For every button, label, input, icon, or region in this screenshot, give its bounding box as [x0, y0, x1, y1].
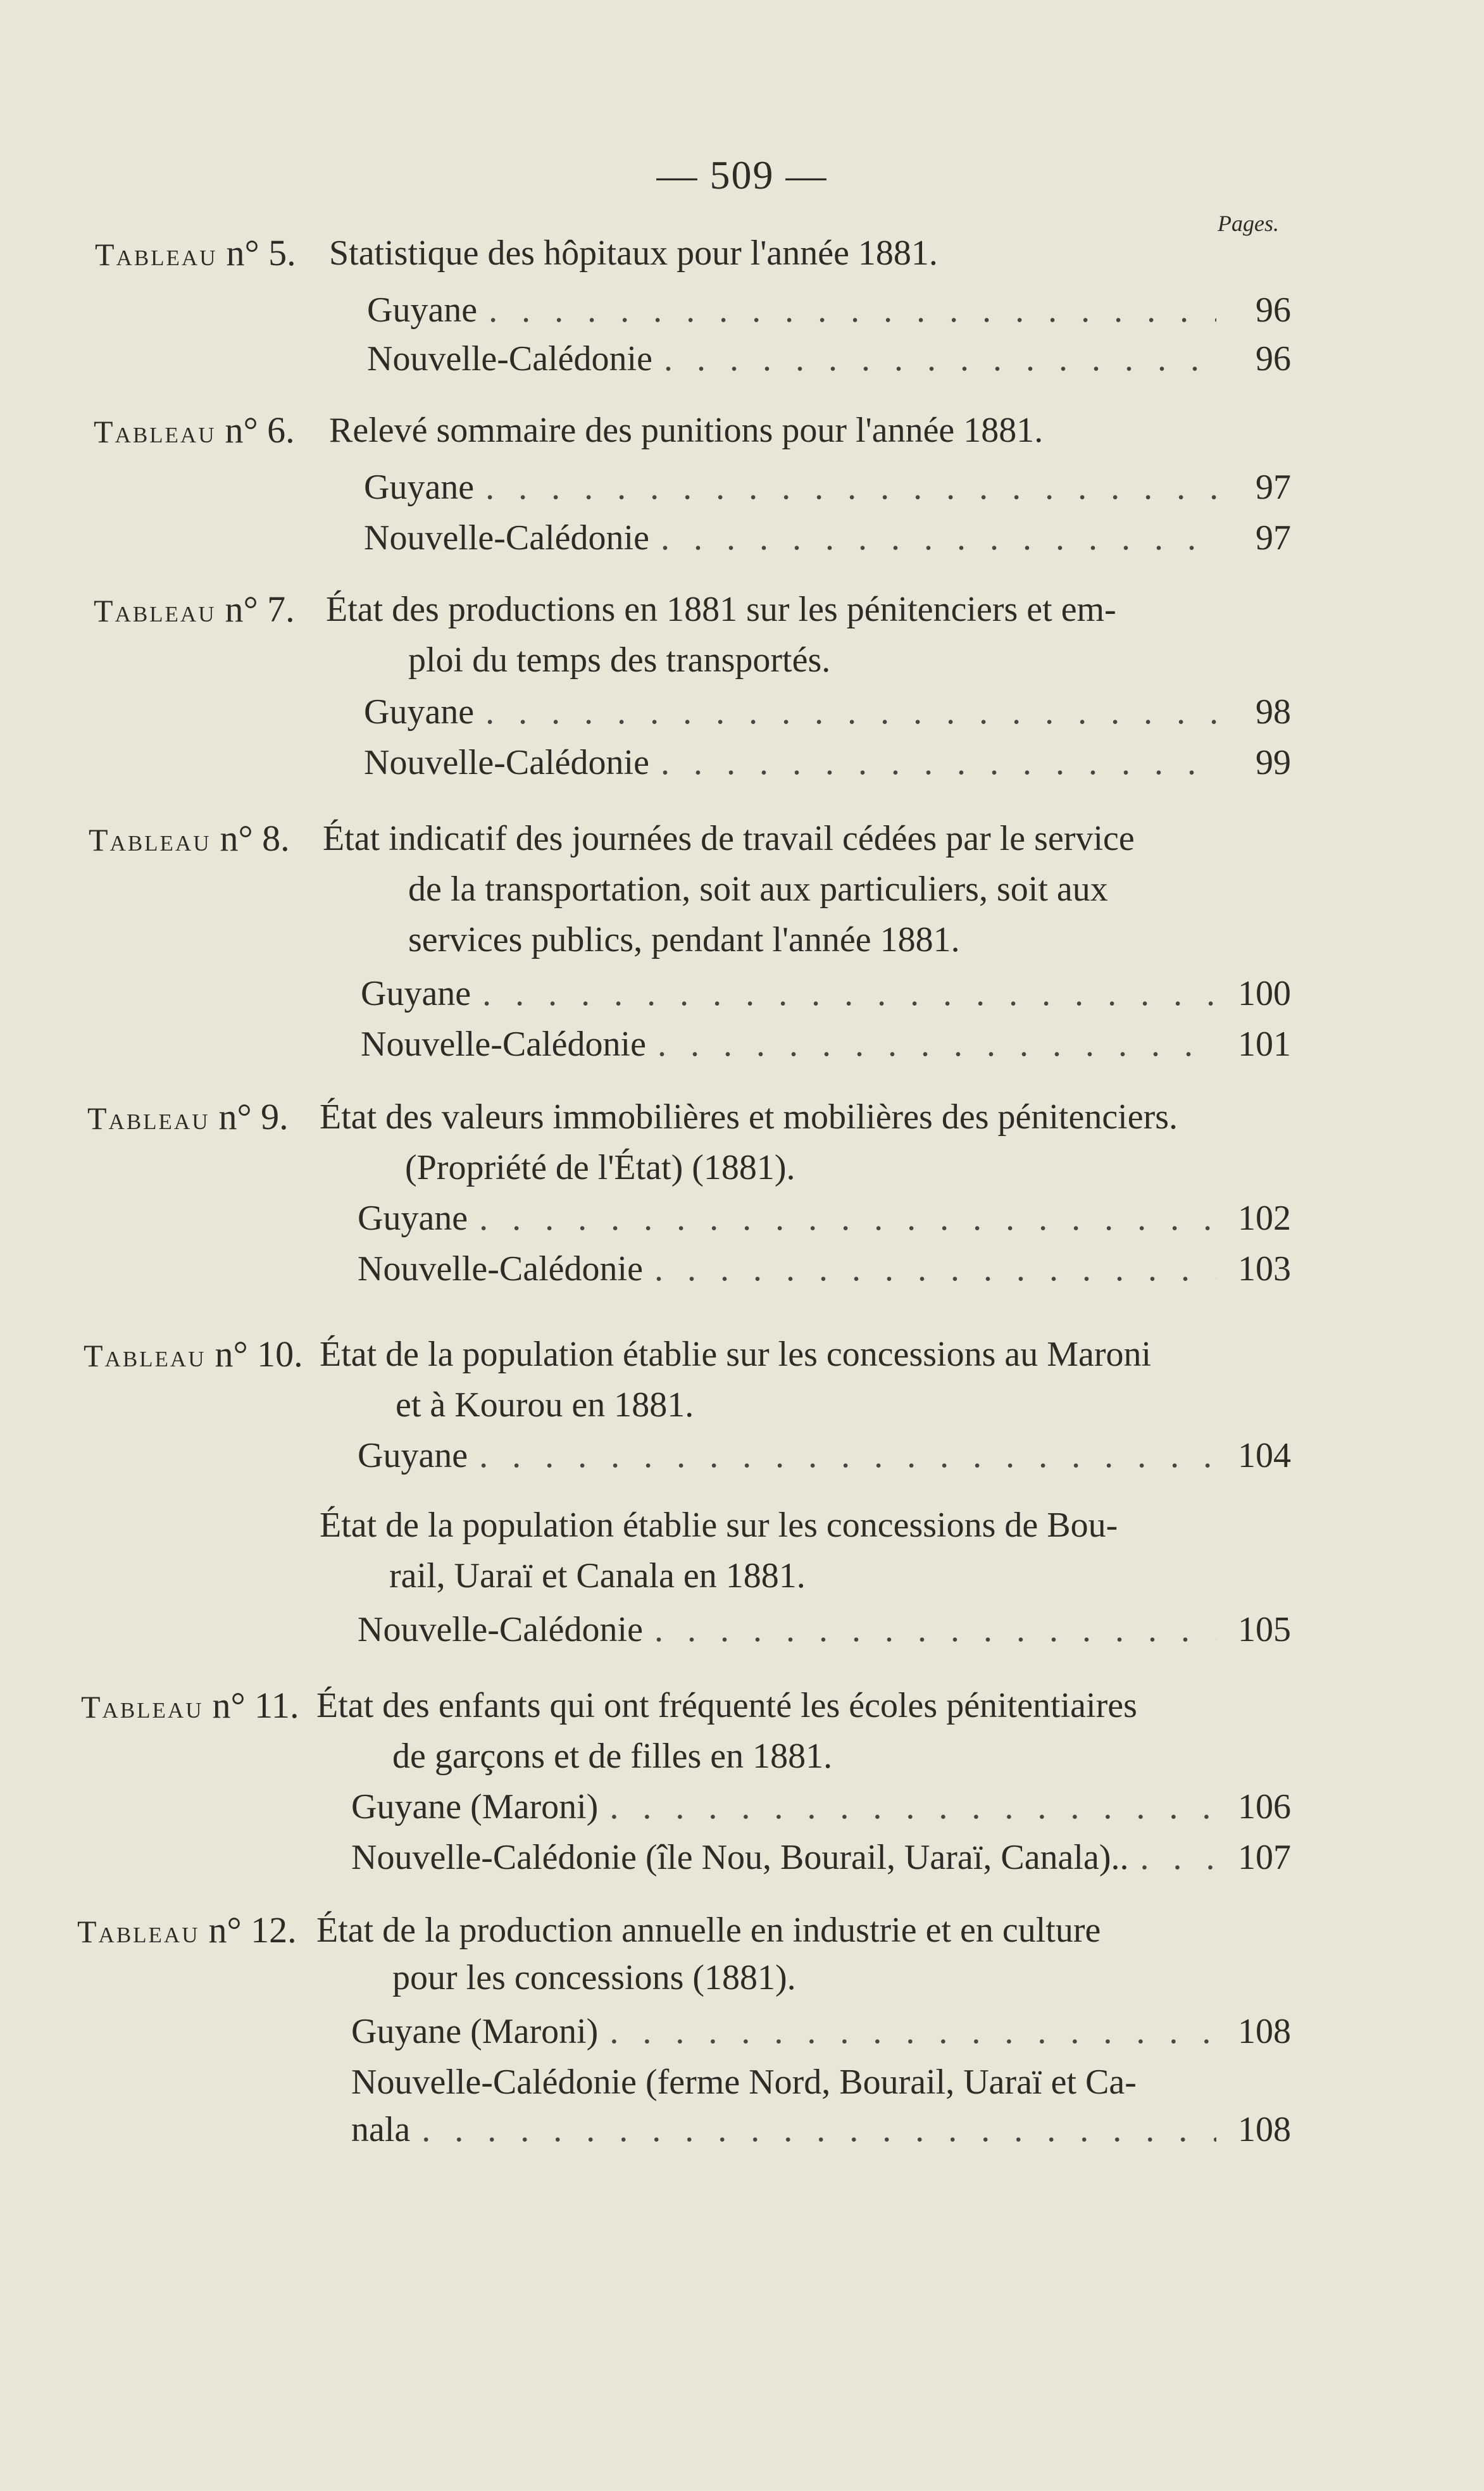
- toc-entry: [358, 1240, 1291, 1297]
- entry-page-number: 103: [1238, 1249, 1291, 1289]
- table-heading: [94, 581, 301, 638]
- table-title-line: État de la population établie sur les concessions au Maroni: [320, 1335, 1152, 1374]
- entry-place: Guyane: [367, 290, 478, 330]
- entry-place: Nouvelle-Calédonie (ferme Nord, Bourail, Uaraï et Ca-: [351, 2063, 1137, 2102]
- table-title-line: État indicatif des journées de travail cédées par le service: [323, 819, 1135, 858]
- table-label: Tableau: [84, 1338, 206, 1373]
- table-label: Tableau: [81, 1689, 204, 1725]
- table-heading: [95, 225, 302, 282]
- toc-entry: [364, 734, 1291, 791]
- table-subtitle-line: État de la population établie sur les concessions de Bou-: [320, 1506, 1118, 1545]
- entry-page-number: 99: [1256, 743, 1291, 782]
- entry-page-number: 107: [1238, 1838, 1291, 1877]
- table-number: n° 6.: [225, 409, 295, 451]
- entry-page-number: 108: [1238, 2012, 1291, 2051]
- table-number: n° 7.: [225, 589, 295, 630]
- toc-entry: [364, 459, 1291, 516]
- dot-leader: [661, 509, 1216, 566]
- entry-place: Nouvelle-Calédonie: [364, 518, 649, 558]
- dot-leader: [485, 459, 1216, 516]
- table-title-line: État des productions en 1881 sur les pénitenciers et em-: [326, 590, 1116, 629]
- table-subtitle-line: rail, Uaraï et Canala en 1881.: [389, 1556, 806, 1595]
- table-heading: [87, 1089, 295, 1146]
- entry-place: Guyane (Maroni): [351, 1787, 599, 1826]
- table-number: n° 10.: [215, 1333, 303, 1375]
- table-title-line: pour les concessions (1881).: [392, 1958, 796, 1997]
- toc-entry: [358, 1190, 1291, 1247]
- entry-page-number: 97: [1256, 518, 1291, 558]
- table-label: Tableau: [89, 822, 211, 858]
- table-number: n° 9.: [218, 1096, 289, 1137]
- entry-place: Nouvelle-Calédonie: [364, 743, 649, 782]
- table-title-line: Statistique des hôpitaux pour l'année 1881.: [329, 234, 938, 273]
- table-label: Tableau: [94, 593, 216, 628]
- table-heading: [89, 810, 296, 867]
- table-title-line: État de la production annuelle en industrie et en culture: [316, 1911, 1101, 1950]
- table-number: n° 8.: [220, 818, 290, 859]
- entry-place: Guyane: [364, 468, 475, 507]
- dot-leader: [479, 1190, 1216, 1247]
- table-number: n° 5.: [226, 232, 296, 273]
- dot-leader: [421, 2101, 1216, 2158]
- dot-leader: [658, 1016, 1216, 1073]
- entry-page-number: 106: [1238, 1787, 1291, 1826]
- table-title-line: de garçons et de filles en 1881.: [392, 1737, 833, 1776]
- table-title-line: État des valeurs immobilières et mobilières des pénitenciers.: [320, 1097, 1178, 1137]
- table-label: Tableau: [87, 1101, 210, 1136]
- table-title-line: et à Kourou en 1881.: [396, 1385, 694, 1425]
- page-number: — 509 —: [656, 153, 828, 197]
- entry-page-number: 102: [1238, 1199, 1291, 1238]
- entry-place: Guyane: [364, 692, 475, 732]
- entry-place: Nouvelle-Calédonie: [367, 339, 652, 378]
- table-label: Tableau: [94, 414, 216, 449]
- dot-leader: [654, 1240, 1216, 1297]
- table-title-line: Relevé sommaire des punitions pour l'année 1881.: [329, 411, 1044, 450]
- entry-page-number: 105: [1238, 1610, 1291, 1649]
- entry-page-number: 97: [1256, 468, 1291, 507]
- table-title-line: de la transportation, soit aux particuliers, soit aux: [408, 870, 1108, 909]
- entry-place: Nouvelle-Calédonie: [361, 1025, 646, 1064]
- entry-place: Guyane: [358, 1436, 468, 1475]
- toc-entry: [351, 1778, 1291, 1835]
- toc-entry: [351, 2101, 1291, 2158]
- pages-column-header: Pages.: [1218, 211, 1279, 236]
- entry-place: nala: [351, 2110, 411, 2149]
- toc-entry: [351, 2003, 1291, 2060]
- dot-leader: [609, 1778, 1216, 1835]
- entry-page-number: 100: [1238, 974, 1291, 1013]
- entry-place: Guyane: [361, 974, 471, 1013]
- entry-place: Nouvelle-Calédonie: [358, 1249, 643, 1289]
- dot-leader: [485, 684, 1216, 740]
- entry-page-number: 96: [1256, 290, 1291, 330]
- toc-entry: [361, 1016, 1291, 1073]
- entry-place: Nouvelle-Calédonie (île Nou, Bourail, Uaraï, Canala)..: [351, 1838, 1129, 1877]
- dot-leader: [1140, 1829, 1216, 1886]
- toc-entry: [358, 1601, 1291, 1658]
- table-title-line: services publics, pendant l'année 1881.: [408, 920, 960, 959]
- toc-entry: [364, 684, 1291, 740]
- table-number: n° 12.: [208, 1909, 297, 1951]
- toc-entry: [351, 1829, 1291, 1886]
- table-title-line: (Propriété de l'État) (1881).: [405, 1148, 795, 1187]
- table-title-line: État des enfants qui ont fréquenté les écoles pénitentiaires: [316, 1686, 1137, 1725]
- table-label: Tableau: [77, 1914, 200, 1949]
- entry-page-number: 101: [1238, 1025, 1291, 1064]
- entry-page-number: 98: [1256, 692, 1291, 732]
- toc-entry: [358, 1427, 1291, 1484]
- entry-page-number: 96: [1256, 339, 1291, 378]
- entry-place: Nouvelle-Calédonie: [358, 1610, 643, 1649]
- dot-leader: [661, 734, 1216, 791]
- table-title-line: ploi du temps des transportés.: [408, 640, 831, 680]
- dot-leader: [609, 2003, 1216, 2060]
- dot-leader: [654, 1601, 1216, 1658]
- table-heading: [84, 1326, 309, 1383]
- table-label: Tableau: [95, 237, 218, 272]
- entry-place: Guyane: [358, 1199, 468, 1238]
- table-heading: [77, 1902, 303, 1959]
- entry-place: Guyane (Maroni): [351, 2012, 599, 2051]
- dot-leader: [664, 330, 1216, 387]
- table-heading: [81, 1677, 306, 1734]
- toc-entry: [364, 509, 1291, 566]
- dot-leader: [479, 1427, 1216, 1484]
- dot-leader: [482, 965, 1216, 1022]
- entry-page-number: 104: [1238, 1436, 1291, 1475]
- toc-entry: [361, 965, 1291, 1022]
- table-number: n° 11.: [212, 1685, 299, 1726]
- entry-page-number: 108: [1238, 2110, 1291, 2149]
- table-heading: [94, 402, 301, 459]
- toc-entry: [367, 330, 1291, 387]
